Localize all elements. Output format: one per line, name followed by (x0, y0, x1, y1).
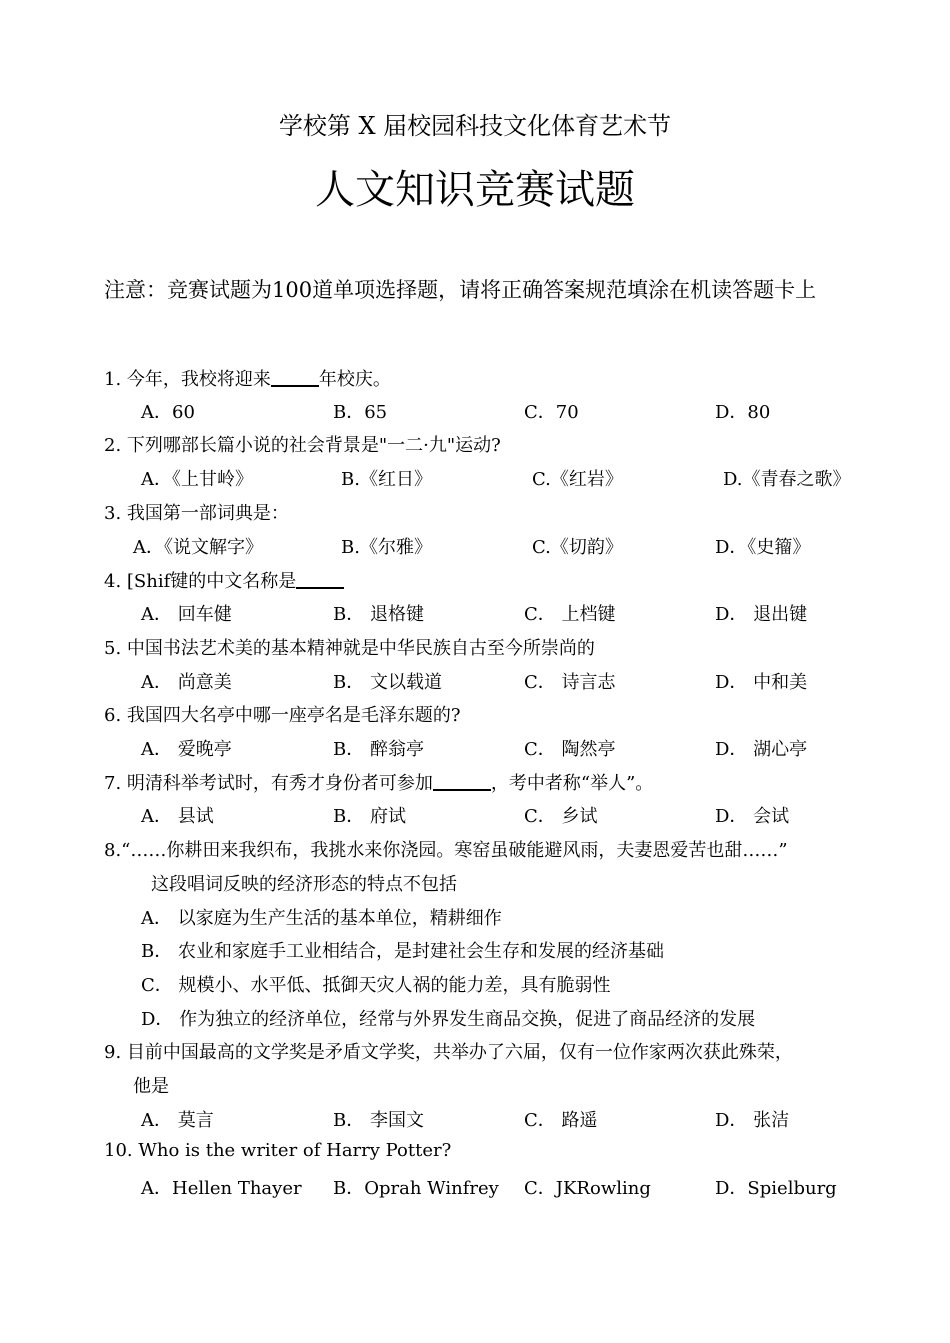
question-2: 2. 下列哪部长篇小说的社会背景是"一二·九"运动? (104, 435, 501, 456)
option-3-b: B.《尔雅》 (341, 537, 432, 558)
answer-blank (433, 771, 491, 791)
option-2-c: C.《红岩》 (532, 469, 623, 490)
option-2-d: D.《青春之歌》 (723, 469, 851, 490)
option-7-b: B． 府试 (333, 806, 406, 827)
option-6-b: B． 醉翁亭 (333, 739, 424, 760)
option-9-d: D． 张洁 (715, 1110, 790, 1131)
option-4-c: C． 上档键 (524, 604, 616, 625)
option-2-a: A．《上甘岭》 (141, 469, 253, 490)
option-5-d: D． 中和美 (715, 672, 808, 693)
question-7-text: 7. 明清科举考试时，有秀才身份者可参加 (104, 773, 433, 794)
question-9-continuation: 他是 (133, 1076, 169, 1097)
option-4-b: B． 退格键 (333, 604, 424, 625)
option-9-c: C． 路遥 (524, 1110, 598, 1131)
option-5-a: A． 尚意美 (141, 672, 232, 693)
question-8-continuation: 这段唱词反映的经济形态的特点不包括 (151, 874, 457, 895)
question-4-text: 4. [Shif键的中文名称是 (104, 571, 297, 592)
option-2-b: B.《红日》 (341, 469, 432, 490)
question-5: 5. 中国书法艺术美的基本精神就是中华民族自古至今所崇尚的 (104, 638, 595, 659)
option-8-a: A． 以家庭为生产生活的基本单位，精耕细作 (141, 908, 502, 929)
option-1-c: C．70 (524, 402, 579, 423)
option-9-b: B． 李国文 (333, 1110, 424, 1131)
option-3-d: D．《史籀》 (715, 537, 811, 558)
option-3-c: C.《切韵》 (532, 537, 623, 558)
answer-blank (296, 569, 344, 589)
contest-subtitle: 学校第 X 届校园科技文化体育艺术节 (278, 112, 672, 140)
option-1-b: B．65 (333, 402, 388, 423)
question-7 (104, 769, 653, 795)
page-title: 人文知识竞赛试题 (315, 167, 635, 213)
option-5-b: B． 文以载道 (333, 672, 442, 693)
option-1-d: D．80 (715, 402, 771, 423)
exam-notice: 注意：竞赛试题为100道单项选择题，请将正确答案规范填涂在机读答题卡上 (104, 278, 817, 302)
question-3: 3. 我国第一部词典是： (104, 503, 289, 524)
option-6-a: A． 爱晚亭 (141, 739, 232, 760)
option-6-d: D． 湖心亭 (715, 739, 808, 760)
option-8-c: C． 规模小、水平低、抵御天灾人祸的能力差，具有脆弱性 (141, 975, 611, 996)
option-10-d: D．Spielburg (715, 1178, 837, 1199)
question-10: 10. Who is the writer of Harry Potter? (104, 1140, 452, 1161)
question-8: 8.“……你耕田来我织布，我挑水来你浇园。寒窑虽破能避风雨，夫妻恩爱苦也甜……” (104, 840, 788, 861)
option-9-a: A． 莫言 (141, 1110, 214, 1131)
question-6: 6. 我国四大名亭中哪一座亭名是毛泽东题的? (104, 705, 461, 726)
question-1-text: 1. 今年，我校将迎来 (104, 369, 271, 390)
option-7-a: A． 县试 (141, 806, 214, 827)
option-7-c: C． 乡试 (524, 806, 598, 827)
option-8-b: B． 农业和家庭手工业相结合，是封建社会生存和发展的经济基础 (141, 941, 664, 962)
question-4 (104, 567, 344, 593)
option-8-d: D． 作为独立的经济单位，经常与外界发生商品交换，促进了商品经济的发展 (141, 1009, 756, 1030)
option-4-d: D． 退出键 (715, 604, 808, 625)
option-10-b: B．Oprah Winfrey (333, 1178, 499, 1199)
answer-blank (271, 367, 319, 387)
option-6-c: C． 陶然亭 (524, 739, 616, 760)
question-1-text-end: 年校庆。 (318, 369, 391, 390)
question-7-text-end: ，考中者称“举人”。 (490, 773, 654, 794)
option-5-c: C． 诗言志 (524, 672, 616, 693)
option-3-a: A．《说文解字》 (133, 537, 263, 558)
question-1 (104, 365, 391, 391)
option-7-d: D． 会试 (715, 806, 790, 827)
option-4-a: A． 回车健 (141, 604, 232, 625)
option-10-c: C．JKRowling (524, 1178, 651, 1199)
option-10-a: A．Hellen Thayer (141, 1178, 302, 1199)
option-1-a: A．60 (141, 402, 195, 423)
question-9: 9. 目前中国最高的文学奖是矛盾文学奖，共举办了六届，仅有一位作家两次获此殊荣， (104, 1042, 793, 1063)
